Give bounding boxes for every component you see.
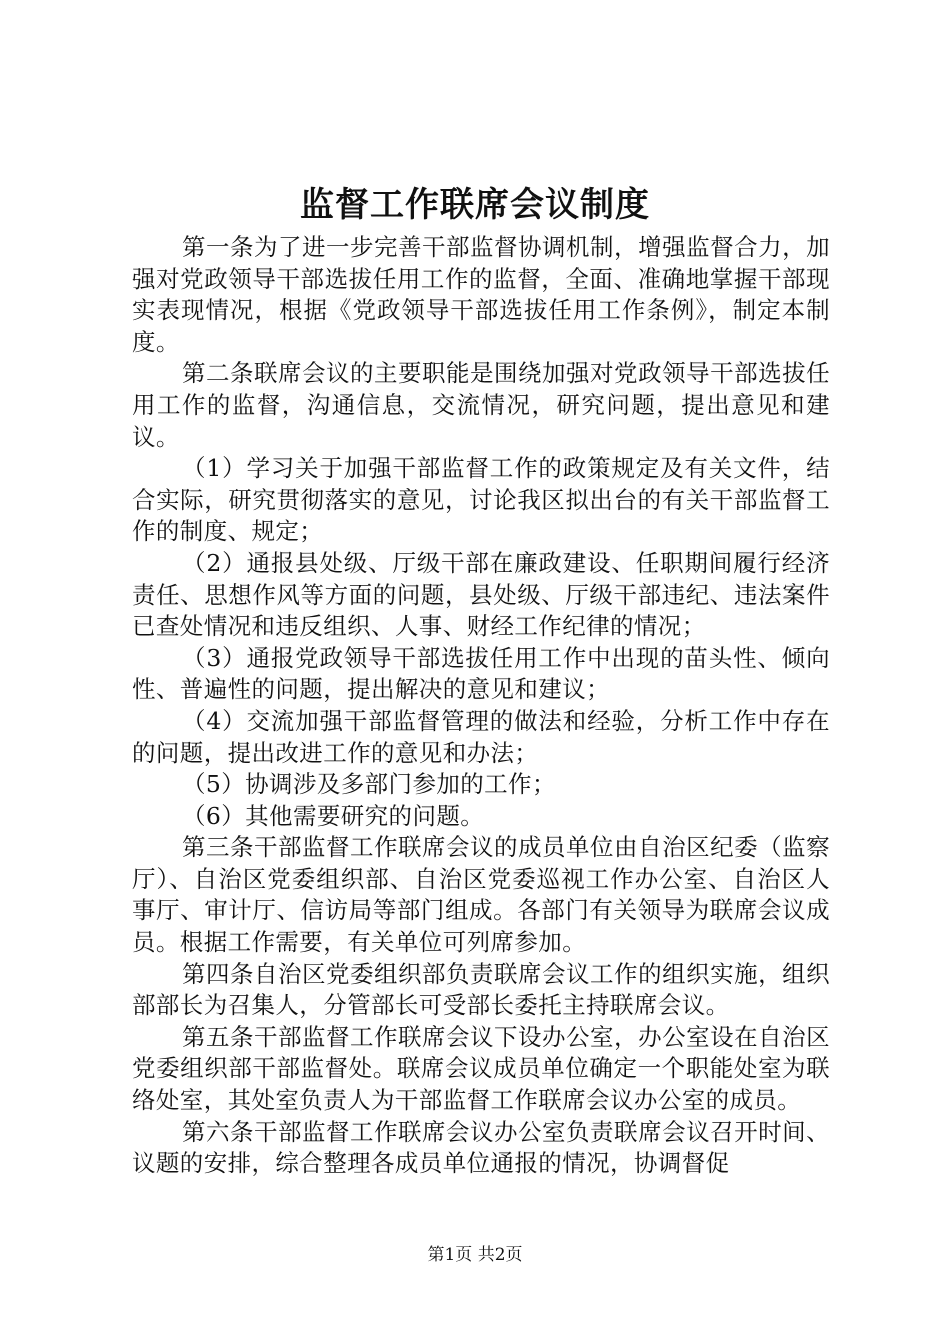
paragraph-item-5: （5）协调涉及多部门参加的工作； — [182, 770, 556, 799]
page-number-footer: 第1页 共2页 — [427, 1245, 523, 1265]
paragraph-item-2: （2）通报县处级、厅级干部在廉政建设、任职期间履行经济责任、思想作风等方面的问题，县处级、厅级干部违纪、违法案件已查处情况和违反组织、人事、财经工作纪律的情况； — [132, 548, 830, 641]
document-title: 监督工作联席会议制度 — [300, 185, 650, 225]
paragraph-article-2: 第二条联席会议的主要职能是围绕加强对党政领导干部选拔任用工作的监督，沟通信息，交流情况，研究问题，提出意见和建议。 — [132, 359, 830, 451]
paragraph-article-1: 第一条为了进一步完善干部监督协调机制，增强监督合力，加强对党政领导干部选拔任用工作的监督，全面、准确地掌握干部现实表现情况，根据《党政领导干部选拔任用工作条例》，制定本制度。 — [132, 233, 830, 356]
paragraph-item-6: （6）其他需要研究的问题。 — [182, 801, 485, 830]
paragraph-article-3: 第三条干部监督工作联席会议的成员单位由自治区纪委（监察厅）、自治区党委组织部、自治区党委巡视工作办公室、自治区人事厅、审计厅、信访局等部门组成。各部门有关领导为联席会议成员。根据工作需要，有关单位可列席参加。 — [132, 833, 830, 957]
paragraph-article-5: 第五条干部监督工作联席会议下设办公室，办公室设在自治区党委组织部干部监督处。联席会议成员单位确定一个职能处室为联络处室，其处室负责人为干部监督工作联席会议办公室的成员。 — [132, 1022, 830, 1115]
paragraph-article-6: 第六条干部监督工作联席会议办公室负责联席会议召开时间、议题的安排，综合整理各成员单位通报的情况，协调督促 — [132, 1117, 830, 1178]
paragraph-item-3: （3）通报党政领导干部选拔任用工作中出现的苗头性、倾向性、普遍性的问题，提出解决的意见和建议； — [132, 643, 830, 704]
paragraph-article-4: 第四条自治区党委组织部负责联席会议工作的组织实施，组织部部长为召集人，分管部长可受部长委托主持联席会议。 — [132, 959, 830, 1020]
paragraph-item-1: （1）学习关于加强干部监督工作的政策规定及有关文件，结合实际，研究贯彻落实的意见，讨论我区拟出台的有关干部监督工作的制度、规定； — [132, 454, 830, 546]
document-body — [132, 232, 830, 1180]
paragraph-item-4: （4）交流加强干部监督管理的做法和经验，分析工作中存在的问题，提出改进工作的意见和办法； — [132, 706, 830, 767]
